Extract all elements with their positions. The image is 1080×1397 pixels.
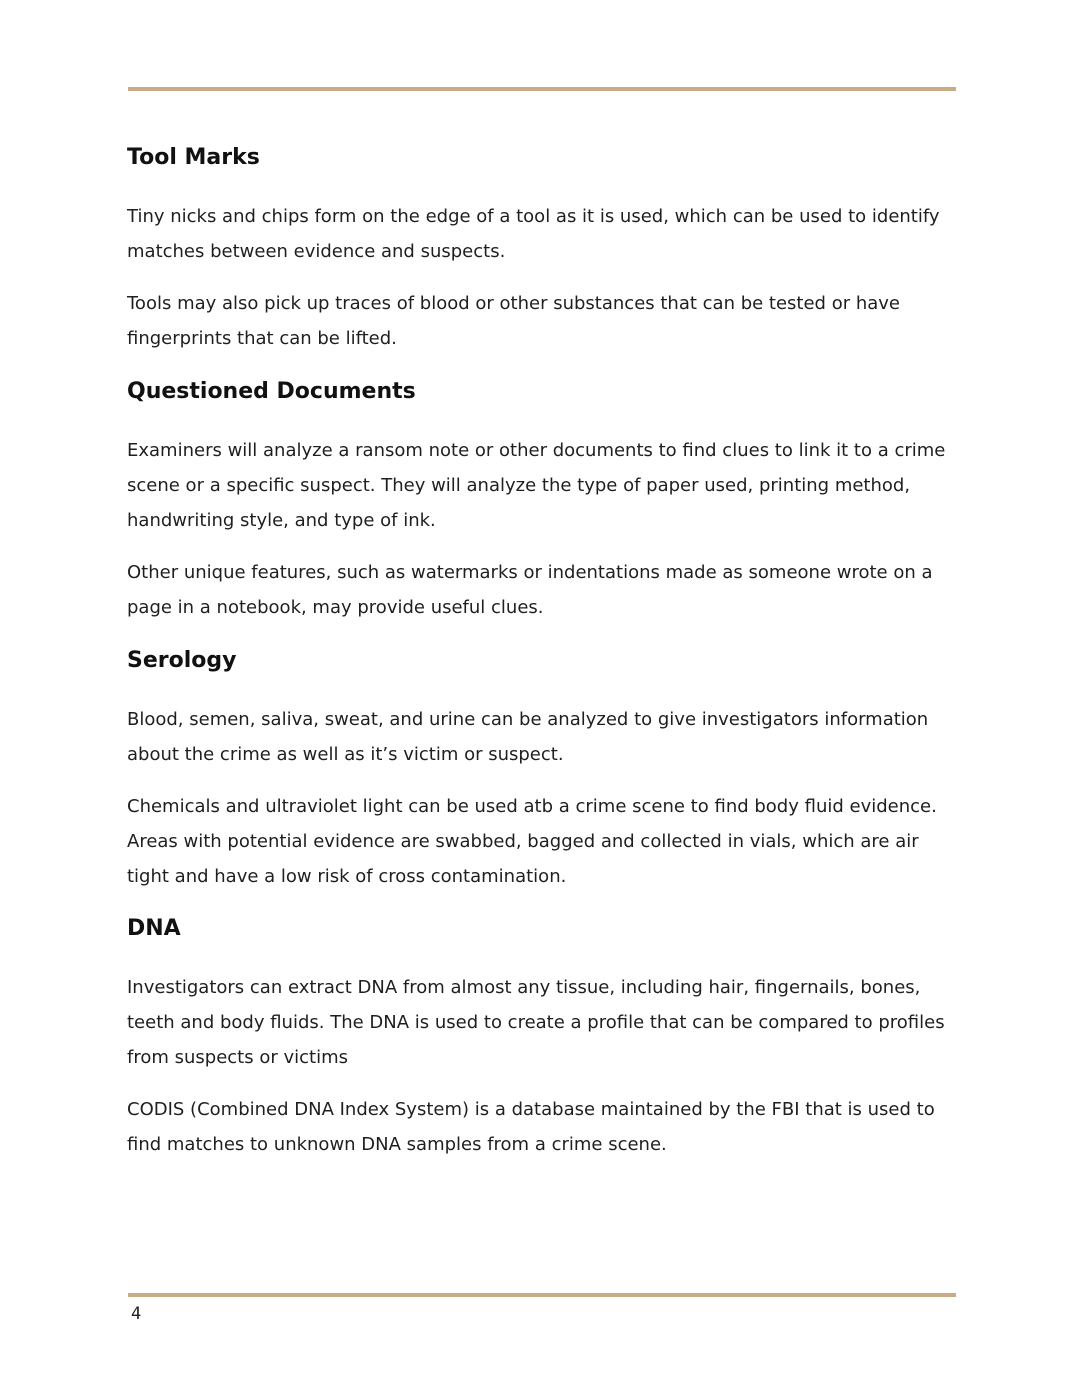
paragraph: Blood, semen, saliva, sweat, and urine can be analyzed to give investigators information about the crime as well as it’s victim or suspect. (127, 709, 929, 765)
paragraph: CODIS (Combined DNA Index System) is a database maintained by the FBI that is used to find matches to unknown DNA samples from a crime scene. (127, 1099, 935, 1155)
paragraph: Tools may also pick up traces of blood or other substances that can be tested or have fingerprints that can be lifted. (127, 293, 901, 349)
paragraph: Other unique features, such as watermarks or indentations made as someone wrote on a page in a notebook, may provide useful clues. (127, 562, 933, 618)
page-number: 4 (131, 1304, 142, 1324)
bottom-divider (128, 1293, 956, 1297)
paragraph: Examiners will analyze a ransom note or other documents to find clues to link it to a crime scene or a specific suspect. They will analyze the type of paper used, printing method, handwriting style, and type of ink. (127, 440, 946, 531)
section-heading-dna: DNA (127, 916, 181, 941)
paragraph: Tiny nicks and chips form on the edge of a tool as it is used, which can be used to identify matches between evidence and suspects. (127, 206, 940, 262)
paragraph: Investigators can extract DNA from almost any tissue, including hair, fingernails, bones, teeth and body fluids. The DNA is used to create a profile that can be compared to profiles from suspects or victims (127, 977, 945, 1068)
paragraph: Chemicals and ultraviolet light can be used atb a crime scene to find body fluid evidence. Areas with potential evidence are swabbed, bagged and collected in vials, which are air tight and have a low risk of cross contamination. (127, 796, 937, 887)
section-heading-tool-marks: Tool Marks (127, 145, 260, 170)
top-divider (128, 87, 956, 91)
section-heading-questioned-documents: Questioned Documents (127, 379, 416, 404)
section-heading-serology: Serology (127, 648, 237, 673)
